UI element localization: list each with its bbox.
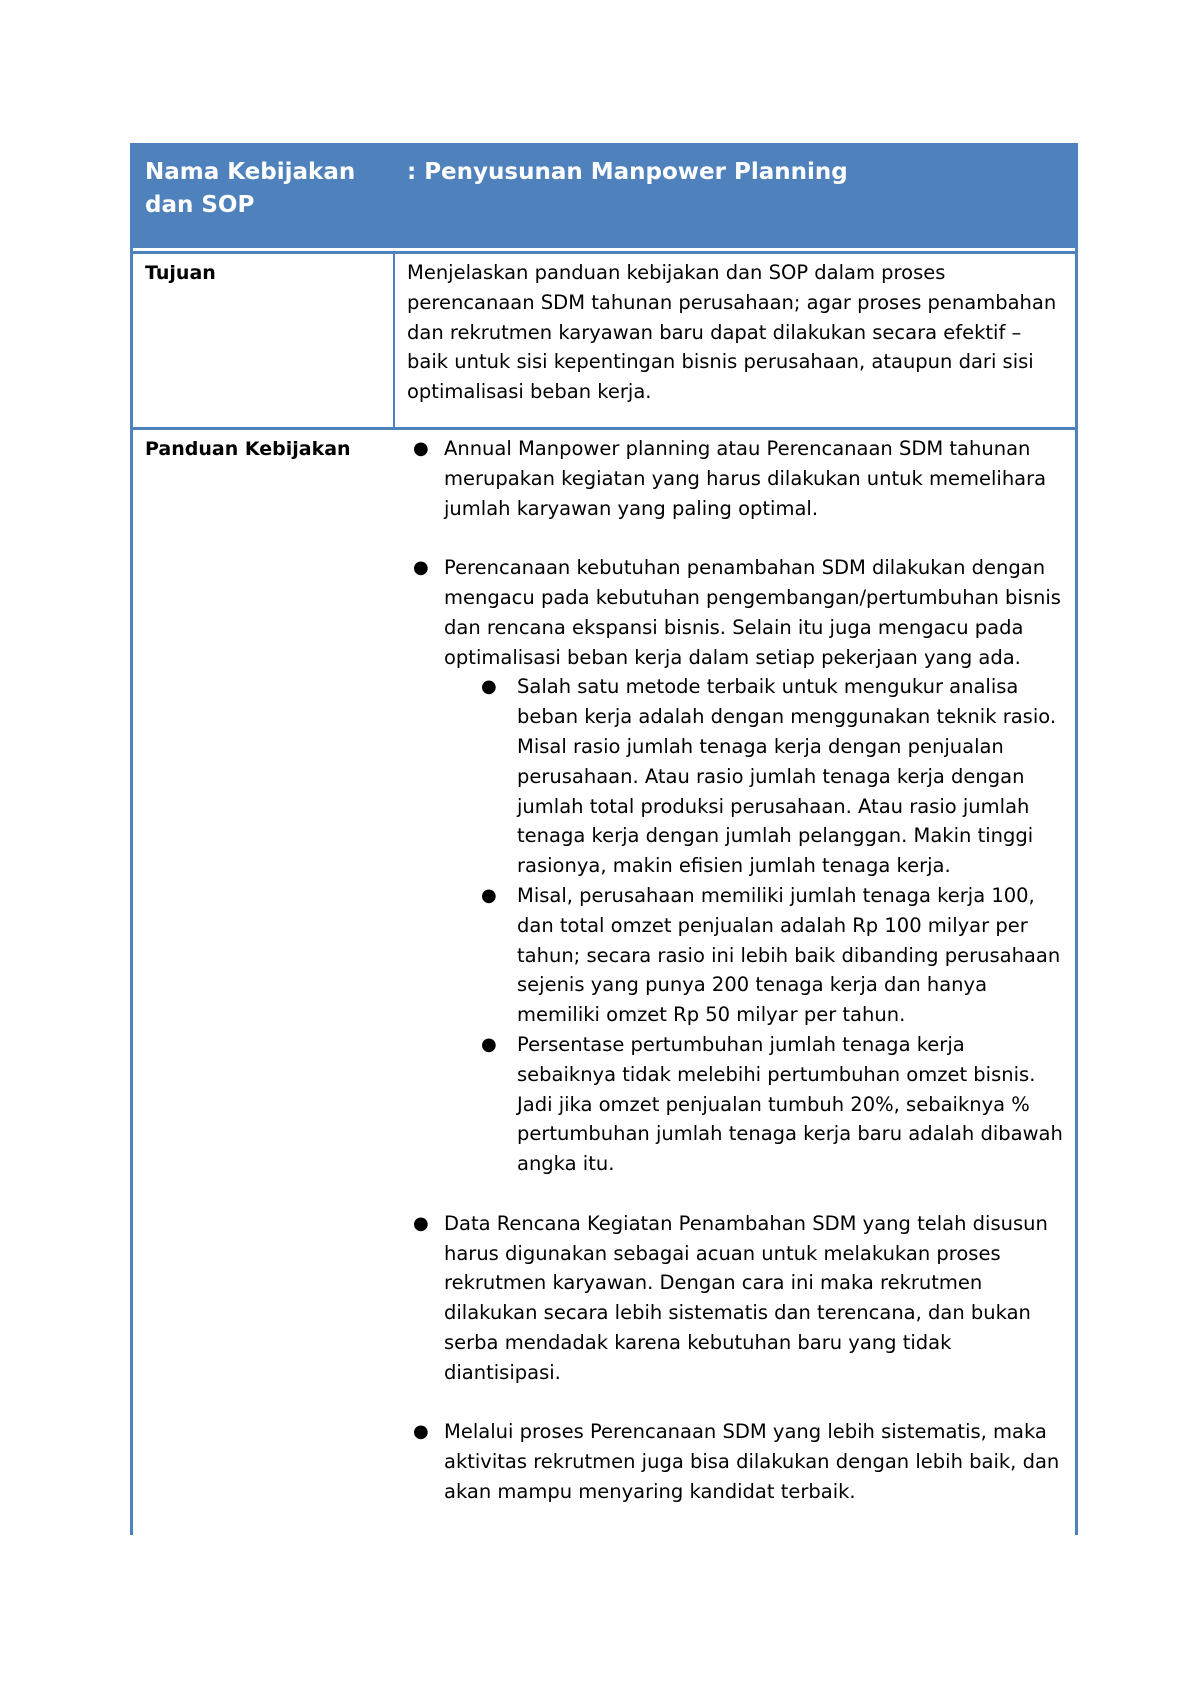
bullet-icon: ● — [481, 1033, 497, 1055]
header-label: Nama Kebijakan dan SOP — [145, 159, 356, 218]
tujuan-row — [133, 251, 1075, 427]
header-title: : Penyusunan Manpower Planning — [407, 159, 848, 185]
header-label-cell — [133, 146, 395, 248]
tujuan-text-cell — [395, 254, 1075, 427]
list-item — [407, 1417, 1063, 1506]
bullet-icon: ● — [481, 884, 497, 906]
header-title-cell — [395, 146, 1075, 248]
table-header-row — [133, 146, 1075, 251]
sub-list-item — [481, 881, 1063, 1030]
list-item — [407, 1209, 1063, 1388]
panduan-label-cell — [133, 430, 395, 1535]
sub-list-item — [481, 1030, 1063, 1179]
list-item — [407, 553, 1063, 1179]
tujuan-label: Tujuan — [145, 262, 216, 284]
list-item-text: Perencanaan kebutuhan penambahan SDM dilakukan dengan mengacu pada kebutuhan pengembangan/pertumbuhan bisnis dan rencana ekspansi bisnis. Selain itu juga mengacu pada optimalisasi beban kerja dalam setiap pekerjaan yang ada. — [444, 556, 1061, 669]
sub-list-item-text: Persentase pertumbuhan jumlah tenaga kerja sebaiknya tidak melebihi pertumbuhan omzet bisnis. Jadi jika omzet penjualan tumbuh 20%, sebaiknya % pertumbuhan jumlah tenaga kerja baru adalah dibawah angka itu. — [517, 1032, 1063, 1176]
sub-list — [444, 672, 1063, 1179]
list-item — [407, 434, 1063, 523]
bullet-icon: ● — [413, 557, 429, 579]
panduan-row — [133, 427, 1075, 1535]
sub-list-item — [481, 672, 1063, 881]
list-item-text: Data Rencana Kegiatan Penambahan SDM yang telah disusun harus digunakan sebagai acuan untuk melakukan proses rekrutmen karyawan. Dengan cara ini maka rekrutmen dilakukan secara lebih sistematis dan terencana, dan bukan serba mendadak karena kebutuhan baru yang tidak diantisipasi. — [444, 1211, 1048, 1384]
sub-list-item-text: Misal, perusahaan memiliki jumlah tenaga kerja 100, dan total omzet penjualan adalah Rp 100 milyar per tahun; secara rasio ini lebih baik dibanding perusahaan sejenis yang punya 200 tenaga kerja dan hanya memiliki omzet Rp 50 milyar per tahun. — [517, 883, 1061, 1027]
bullet-icon: ● — [413, 438, 429, 459]
panduan-list-cell — [395, 430, 1075, 1535]
policy-table — [130, 143, 1078, 1535]
tujuan-text: Menjelaskan panduan kebijakan dan SOP dalam proses perencanaan SDM tahunan perusahaan; agar proses penambahan dan rekrutmen karyawan baru dapat dilakukan secara efektif – baik untuk sisi kepentingan bisnis perusahaan, ataupun dari sisi optimalisasi beban kerja. — [407, 261, 1057, 404]
list-item-text: Melalui proses Perencanaan SDM yang lebih sistematis, maka aktivitas rekrutmen juga bisa dilakukan dengan lebih baik, dan akan mampu menyaring kandidat terbaik. — [444, 1420, 1060, 1503]
sub-list-item-text: Salah satu metode terbaik untuk mengukur analisa beban kerja adalah dengan menggunakan teknik rasio. Misal rasio jumlah tenaga kerja dengan penjualan perusahaan. Atau rasio jumlah tenaga kerja dengan jumlah total produksi perusahaan. Atau rasio jumlah tenaga kerja dengan jumlah pelanggan. Makin tinggi rasionya, makin efisien jumlah tenaga kerja. — [517, 675, 1057, 878]
bullet-icon: ● — [481, 676, 497, 698]
panduan-list — [407, 434, 1063, 1507]
tujuan-label-cell — [133, 254, 395, 427]
bullet-icon: ● — [413, 1212, 429, 1234]
list-item-text: Annual Manpower planning atau Perencanaan SDM tahunan merupakan kegiatan yang harus dilakukan untuk memelihara jumlah karyawan yang paling optimal. — [444, 437, 1047, 520]
panduan-label: Panduan Kebijakan — [145, 438, 351, 460]
bullet-icon: ● — [413, 1421, 429, 1443]
